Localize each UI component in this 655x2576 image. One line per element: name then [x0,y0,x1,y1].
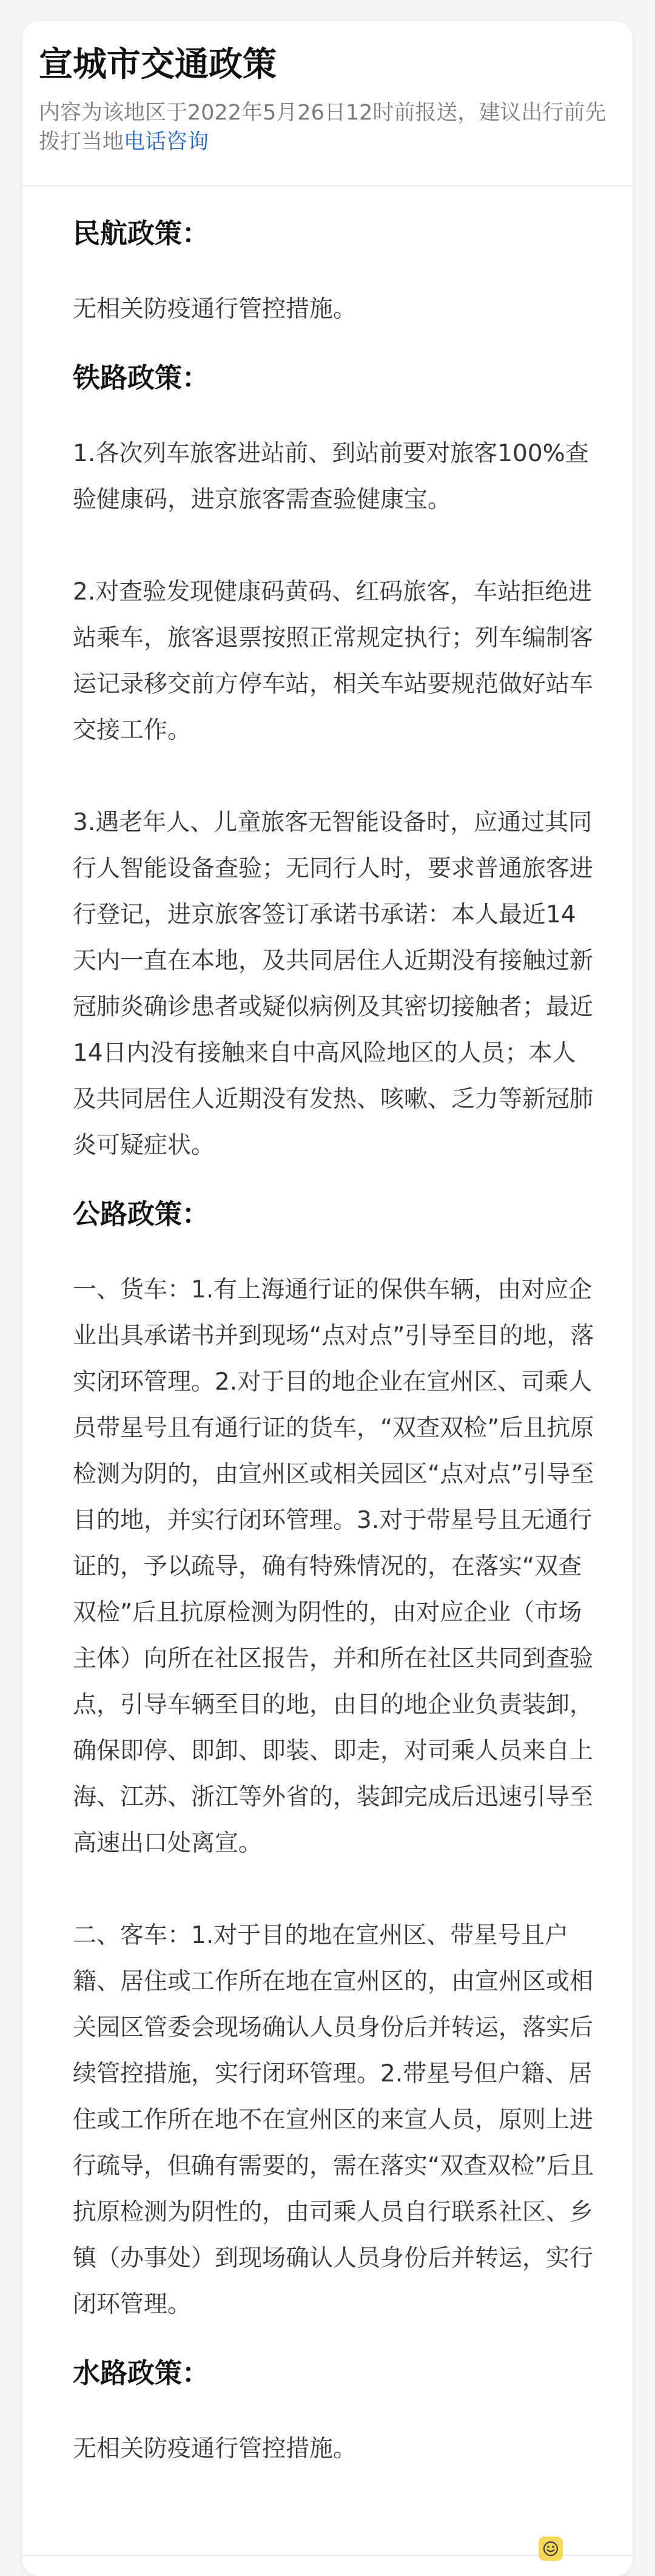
highway-paragraph: 一、货车：1.有上海通行证的保供车辆，由对应企业出具承诺书并到现场“点对点”引导至目的地，落实闭环管理。2.对于目的地企业在宣州区、司乘人员带星号且有通行证的货车，“双查双检”后且抗原检测为阴的，由宣州区或相关园区“点对点”引导至目的地，并实行闭环管理。3.对于带星号且无通行证的，予以疏导，确有特殊情况的，在落实“双查双检”后且抗原检测为阴性的，由对应企业（市场主体）向所在社区报告，并和所在社区共同到查验点，引导车辆至目的地，由目的地企业负责装卸，确保即停、即卸、即装、即走，对司乘人员来自上海、江苏、浙江等外省的，装卸完成后迅速引导至高速出口处离宣。 [73,1276,594,1857]
waterway-paragraph: 无相关防疫通行管控措施。 [73,2435,357,2463]
notice-text: 内容为该地区于2022年5月26日12时前报送，建议出行前先拨打当地 [39,101,606,154]
phone-consult-link[interactable]: 电话咨询 [124,130,209,154]
waterway-section [73,2352,594,2472]
aviation-title: 民航政策： [73,217,210,249]
header-divider [22,185,633,186]
railway-title: 铁路政策： [73,362,210,394]
railway-paragraph: 2.对查验发现健康码黄码、红码旅客，车站拒绝进站乘车，旅客退票按照正常规定执行；列车编制客运记录移交前方停车站，相关车站要规范做好站车交接工作。 [73,578,594,744]
highway-title: 公路政策： [73,1198,210,1230]
app-watermark [539,2532,648,2566]
report-notice [39,98,609,157]
waterway-title: 水路政策： [73,2357,210,2389]
highway-paragraph: 二、客车：1.对于目的地在宣州区、带星号且户籍、居住或工作所在地在宣州区的，由宣州区或相关园区管委会现场确认人员身份后并转运，落实后续管控措施，实行闭环管理。2.带星号但户籍、居住或工作所在地不在宣州区的来宣人员，原则上进行疏导，但确有需要的，需在落实“双查双检”后且抗原检测为阴性的，由司乘人员自行联系社区、乡镇（办事处）到现场确认人员身份后并转运，实行闭环管理。 [73,1922,594,2318]
highway-section [73,1193,594,2328]
railway-paragraph: 1.各次列车旅客进站前、到站前要对旅客100%查验健康码，进京旅客需查验健康宝。 [73,440,589,513]
aviation-section [73,212,594,333]
card-header [39,42,609,157]
policy-content [73,212,594,2472]
railway-section [73,357,594,1169]
page-title: 宣城市交通政策 [39,45,277,84]
aviation-paragraph: 无相关防疫通行管控措施。 [73,296,357,323]
smile-icon [539,2537,563,2561]
railway-paragraph: 3.遇老年人、儿童旅客无智能设备时，应通过其同行人智能设备查验；无同行人时，要求普通旅客进行登记，进京旅客签订承诺书承诺：本人最近14天内一直在本地，及共同居住人近期没有接触过新冠肺炎确诊患者或疑似病例及其密切接触者；最近14日内没有接触来自中高风险地区的人员；本人及共同居住人近期没有发热、咳嗽、乏力等新冠肺炎可疑症状。 [73,809,594,1159]
